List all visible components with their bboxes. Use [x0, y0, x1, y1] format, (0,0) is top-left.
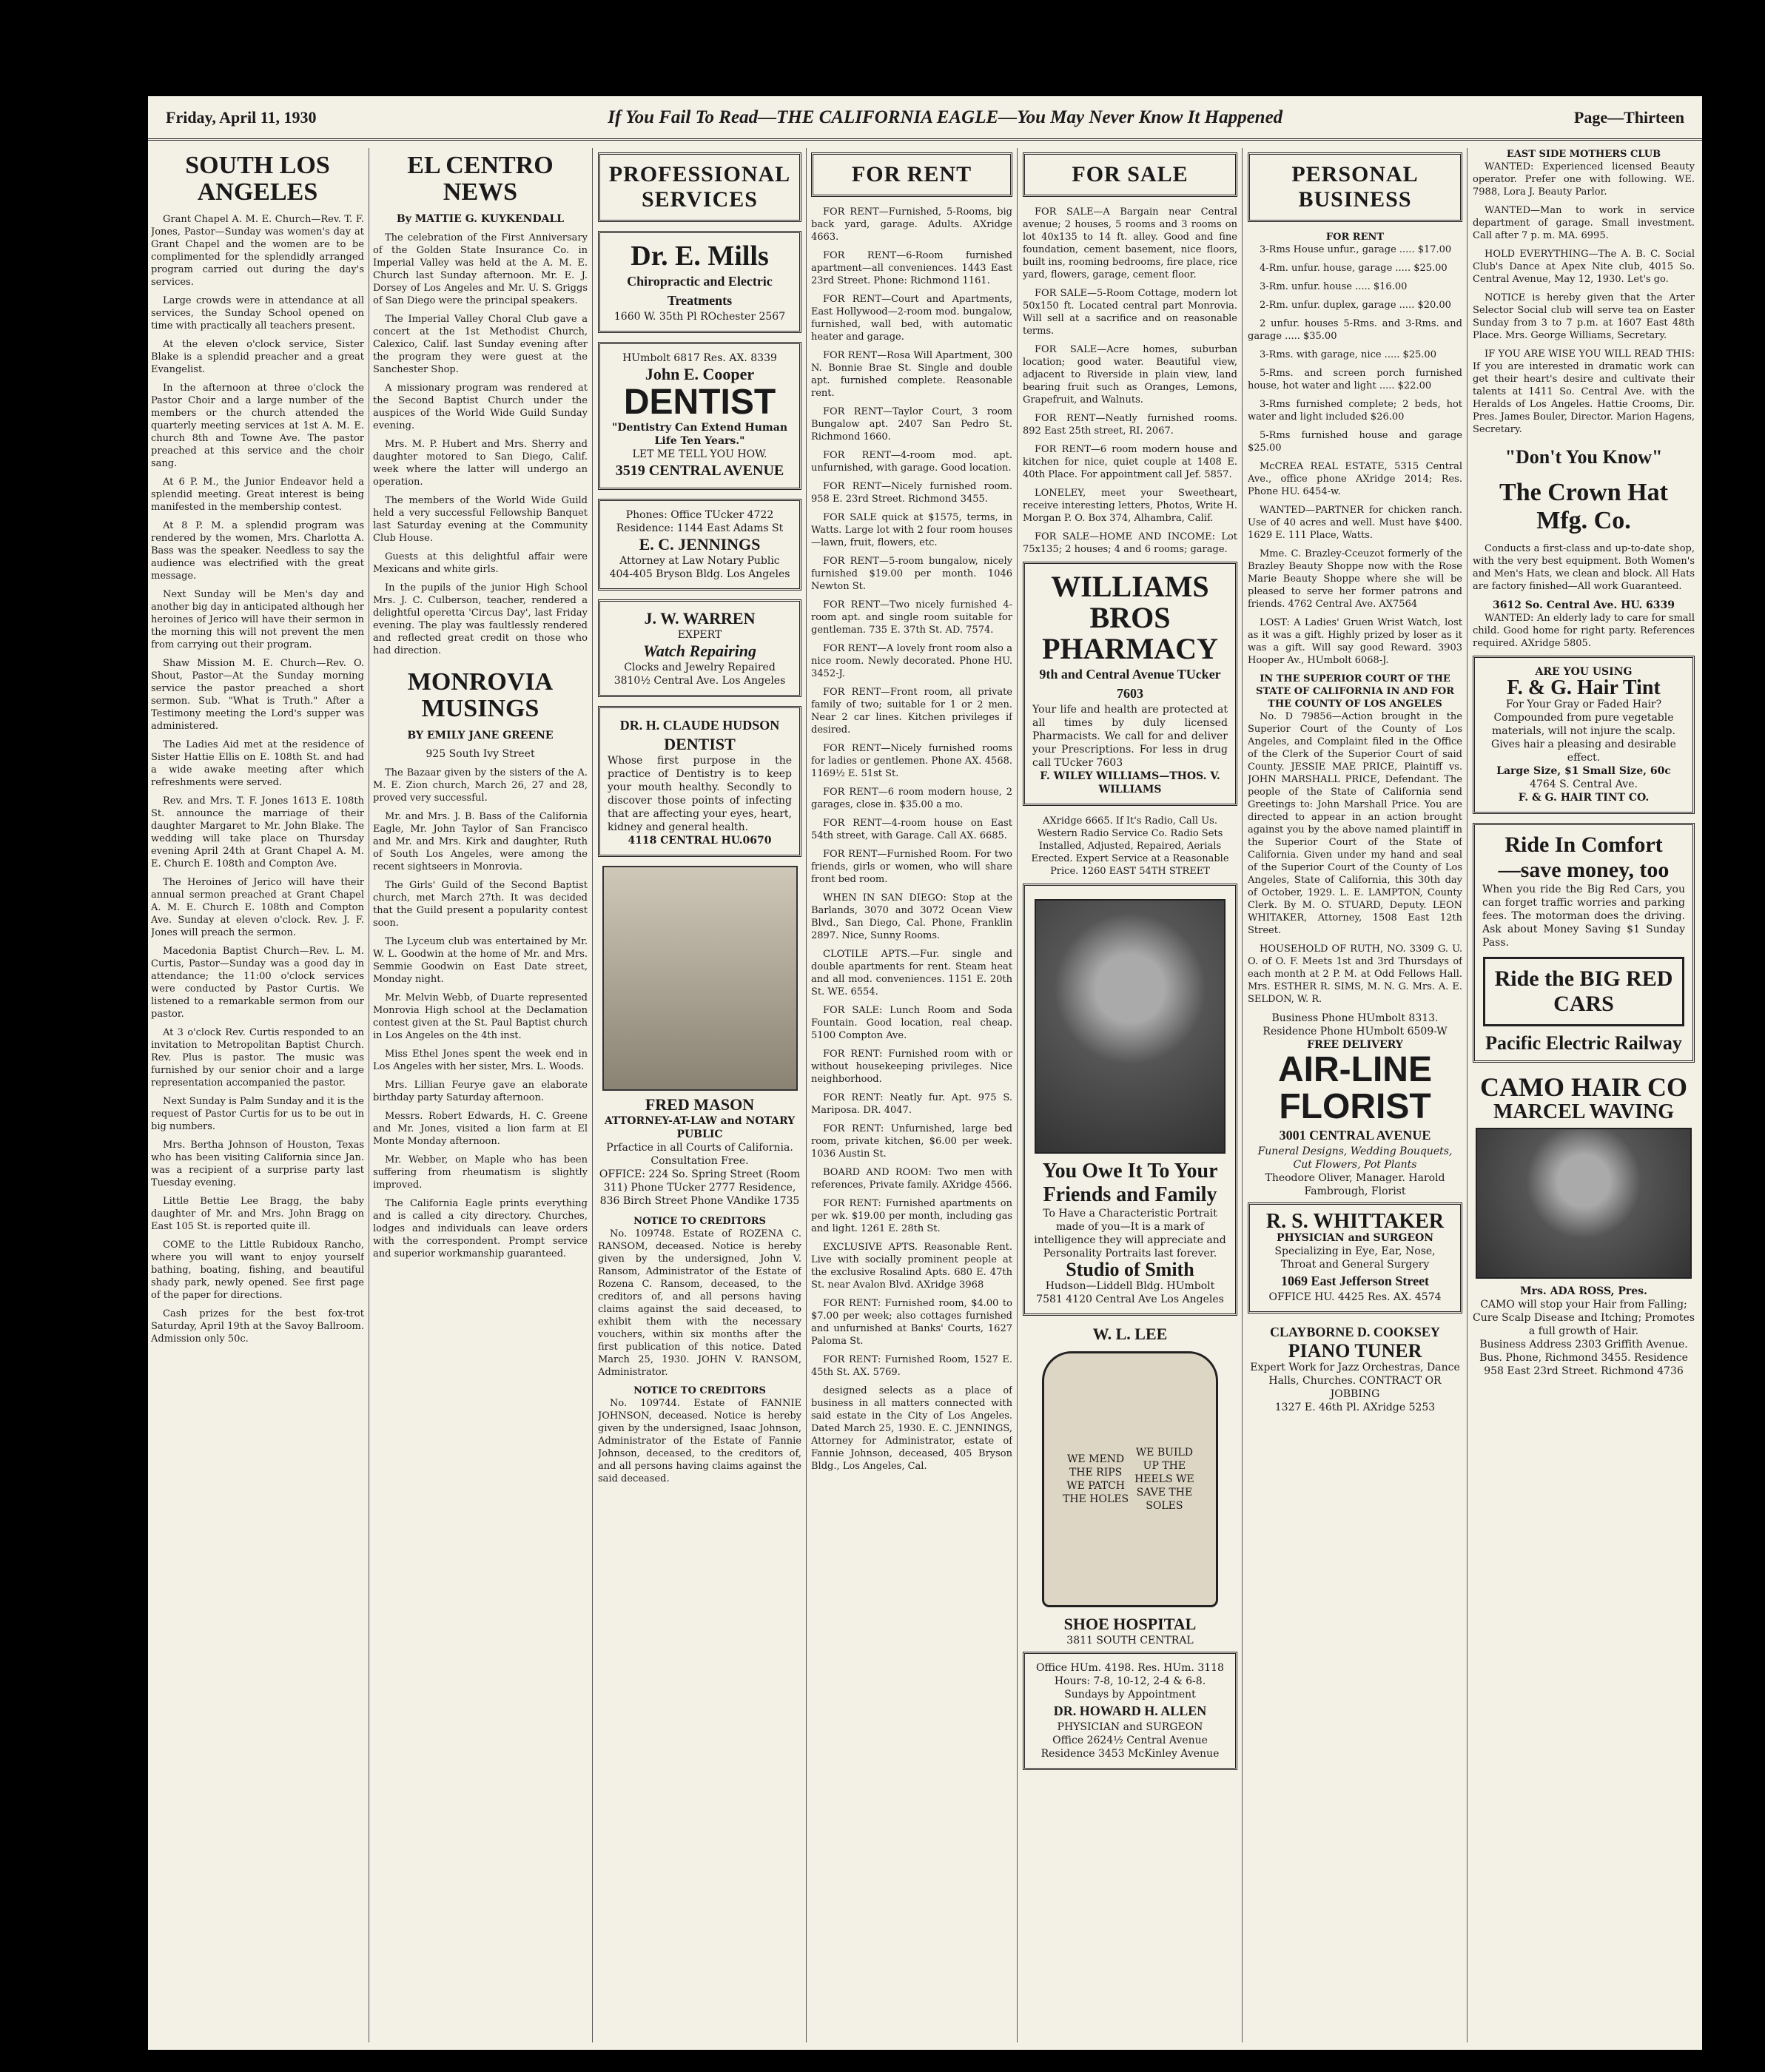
box-title: PERSONAL BUSINESS [1291, 162, 1419, 212]
classified-ad: Mme. C. Brazley-Cceuzot formerly of the Brazley Beauty Shoppe now with the Rose Marie Beauty Shoppe where she will be pleased to serve her former patrons and friends. 4762 Central Ave. AX7564 [1248, 548, 1462, 610]
classified-ad: NOTICE is hereby given that the Arter Selector Social club will serve tea on Easter Sunday from 3 to 7 p.m. at 1607 East 48th Place. Mrs. George Williams, Secretary. [1473, 292, 1695, 341]
article-paragraph: At 8 P. M. a splendid program was rendered by the women, Mrs. Charlotta A. Bass was the speaker. Needless to say the audience was electrified with the great message. [151, 520, 364, 582]
article-paragraph: A missionary program was rendered at the Second Baptist Church under the auspices of the World Wide Guild Sunday evening. [373, 383, 588, 431]
column-for-rent [811, 148, 1012, 2042]
for-sale-box [1023, 152, 1237, 197]
article-paragraph: In the afternoon at three o'clock the Pastor Choir and a large number of the members or the church attended the quarterly meeting services at 1st A. M. E. church 8th and Towne Ave. The pastor preached at this service and the choir sang. [151, 383, 364, 469]
page-number: Page—Thirteen [1573, 107, 1684, 127]
box-title: FOR SALE [1072, 162, 1189, 186]
rent-row: 2 unfur. houses 5-Rms. and 3-Rms. and garage ..... $35.00 [1248, 318, 1462, 342]
rent-table [1248, 243, 1462, 454]
classified-ad: FOR RENT—Furnished, 5-Rooms, big back yard, garage. Adults. AXridge 4663. [811, 206, 1012, 243]
ad-jennings: Phones: Office TUcker 4722 Residence: 1144 East Adams St E. C. JENNINGS Attorney at Law Notary Public 404-405 Bryson Bldg. Los Angeles [598, 499, 801, 591]
ad-pacific-electric: Ride In Comfort —save money, too When you ride the Big Red Cars, you can forget traffic worries and parking fees. The motorman does the driving. Ask about Money Saving $1 Sunday Pass. Ride the BIG RED CARS Pacific Electric Railway [1473, 823, 1695, 1063]
article-paragraph: Miss Ethel Jones spent the week end in Los Angeles with her sister, Mrs. L. Woods. [373, 1049, 588, 1072]
classified-ad: FOR RENT: Neatly fur. Apt. 975 S. Mariposa. DR. 4047. [811, 1092, 1012, 1116]
article-paragraph: Mr. Webber, on Maple who has been suffering from rheumatism is slightly improved. [373, 1154, 588, 1191]
section-heading: MONROVIA MUSINGS [407, 668, 554, 722]
article-paragraph: The Lyceum club was entertained by Mr. W. L. Goodwin at the home of Mr. and Mrs. Semmie Goodwin on East Date street, Monday night. [373, 936, 588, 985]
article-paragraph: Shaw Mission M. E. Church—Rev. O. Shout, Pastor—At the Sunday morning service the pastor preached a short sermon. Sub. "What is Truth." After a Testimony meeting the Lord's supper was administered. [151, 658, 364, 732]
article-body [373, 232, 588, 657]
ad-whittaker: R. S. WHITTAKER PHYSICIAN and SURGEON Specializing in Eye, Ear, Nose, Throat and General Surgery 1069 East Jefferson Street OFFICE HU. 4425 Res. AX. 4574 [1248, 1202, 1462, 1314]
classified-ad: FOR RENT—Front room, all private family of two; suitable for 1 or 2 men. Near 2 car lines. Kitchen privileges if desired. [811, 687, 1012, 736]
article-paragraph: Rev. and Mrs. T. F. Jones 1613 E. 108th St. announce the marriage of their daughter Margaret to Mr. John Blake. The wedding will take place on Thursday evening April 24th at Grant Chapel A. M. E. Church E. 108th and Compton Ave. [151, 796, 364, 870]
byline-address: 925 South Ivy Street [426, 748, 535, 760]
ad-crown-hat: "Don't You Know" The Crown Hat Mfg. Co. Conducts a first-class and up-to-date shop, with the very best equipment. Both Women's and Men's Hats, we clean and block. All Hats are factory finished—All work Guaranteed. 3612 So. Central Ave. HU. 6339 [1473, 446, 1695, 611]
article-paragraph: The Heroines of Jerico will have their annual sermon preached at Grant Chapel A. M. E. Church E. 108th and Compton Ave. Sunday at eleven o'clock. Rev. J. F. Jones will preach the sermon. [151, 877, 364, 938]
lodge-notice: HOUSEHOLD OF RUTH, NO. 3309 G. U. O. of O. F. Meets 1st and 3rd Thursdays of each month at 2 P. M. at Odd Fellows Hall. Mrs. ESTHER R. SIMS, M. N. G. Mrs. A. E. SELDON, W. R. [1248, 944, 1462, 1005]
classified-ad: WANTED—Man to work in service department of garage. Small investment. Call after 7 p. m. MA. 6995. [1473, 205, 1695, 241]
classified-ad: FOR RENT—Taylor Court, 3 room Bungalow apt. 2407 San Pedro St. Richmond 1660. [811, 406, 1012, 443]
classified-ad: WANTED—PARTNER for chicken ranch. Use of 40 acres and well. Must have $400. 1629 E. 111 Place, Watts. [1248, 505, 1462, 541]
notice-title: NOTICE TO CREDITORS [633, 1385, 766, 1396]
paper-slogan: If You Fail To Read—THE CALIFORNIA EAGLE—You May Never Know It Happened [608, 107, 1283, 127]
rent-row: 2-Rm. unfur. duplex, garage ..... $20.00 [1260, 300, 1451, 311]
classified-ad: FOR RENT: Furnished Room, 1527 E. 45th St. AX. 5769. [811, 1354, 1012, 1378]
article-paragraph: COME to the Little Rubidoux Rancho, where you will want to enjoy yourself bathing, boating, fishing, and beautiful shady park, newly opened. See first page of the paper for directions. [151, 1240, 364, 1301]
legal-notice: designed selects as a place of business in all matters connected with said estate in the City of Los Angeles. Dated March 25, 1930. E. C. JENNINGS, Attorney for Administrator, estate of Fannie Johnson, deceased, 405 Bryson Bldg., Los Angeles, Cal. [811, 1385, 1012, 1472]
classified-ad: FOR RENT—Furnished Room. For two friends, girls or women, who will share front bed room. [811, 849, 1012, 885]
classified-ad: FOR RENT—6 room modern house and kitchen for nice, quiet couple at 1408 E. 40th Place. For appointment call Jef. 5857. [1023, 444, 1237, 480]
article-paragraph: Guests at this delightful affair were Mexicans and white girls. [373, 551, 588, 575]
club-title: EAST SIDE MOTHERS CLUB [1506, 149, 1661, 160]
classified-ad: FOR RENT: Furnished apartments on per wk. $19.00 per month, including gas and light. 1261 E. 28th St. [811, 1198, 1012, 1234]
classified-ad: FOR RENT: Furnished room with or without housekeeping privileges. Nice neighborhood. [811, 1049, 1012, 1085]
rent-row: 3-Rms House unfur., garage ..... $17.00 [1260, 244, 1452, 255]
ad-camo-hair: CAMO HAIR CO MARCEL WAVING Mrs. ADA ROSS, Pres. CAMO will stop your Hair from Falling; Cure Scalp Disease and Itching; Promotes a full growth of Hair. Business Address 2303 Griffith Avenue. Bus. Phone, Richmond 3455. Residence 958 East 23rd Street. Richmond 4736 [1473, 1072, 1695, 1377]
article-paragraph: Mrs. M. P. Hubert and Mrs. Sherry and daughter motored to San Diego, Calif. week where the latter will undergo an operation. [373, 439, 588, 488]
article-body [373, 767, 588, 1260]
column-professional [598, 148, 801, 2042]
article-paragraph: The Imperial Valley Choral Club gave a concert at the 1st Methodist Church, Calexico, Calif. last Sunday evening after the program they were guest at the Sanchester Shop. [373, 314, 588, 375]
legal-notice: No. 109748. Estate of ROZENA C. RANSOM, deceased. Notice is hereby given by the undersigned, John V. Ransom, Administrator of the Estate of Rozena C. Ransom, deceased, to the creditors of, and all persons having claims against the said deceased, to exhibit them with the necessary vouchers, within six months after the first publication of this notice. Dated March 25, 1930. JOHN V. RANSOM, Administrator. [598, 1228, 801, 1378]
professional-services-box [598, 152, 801, 222]
article-paragraph: Mr. and Mrs. J. B. Bass of the California Eagle, Mr. John Taylor of San Francisco and Mr. and Mrs. Kirk and daughter, Ruth of South Los Angeles, were among the recent sightseers in Monrovia. [373, 811, 588, 872]
article-paragraph: Cash prizes for the best fox-trot Saturday, April 19th at the Savoy Ballroom. Admission only 50c. [151, 1308, 364, 1345]
column-el-centro [373, 148, 588, 2042]
rent-row: 5-Rms. and screen porch furnished house, hot water and light ..... $22.00 [1248, 368, 1462, 391]
column-for-sale [1023, 148, 1237, 2042]
newspaper-page [148, 96, 1702, 2050]
court-title: IN THE SUPERIOR COURT OF THE STATE OF CALIFORNIA IN AND FOR THE COUNTY OF LOS ANGELES [1255, 673, 1455, 710]
column-rule [806, 148, 807, 2042]
classified-ad: FOR SALE: Lunch Room and Soda Fountain. Good location, real cheap. 5100 Compton Ave. [811, 1005, 1012, 1041]
ad-williams-pharmacy: WILLIAMS BROS PHARMACY 9th and Central Avenue TUcker 7603 Your life and health are protected at all times by duly licensed Pharmacists. We call for and deliver your Prescriptions. For less in drug call TUcker 7603 F. WILEY WILLIAMS—THOS. V. WILLIAMS [1023, 562, 1237, 806]
article-paragraph: At the eleven o'clock service, Sister Blake is a splendid preacher and a great Evangelist. [151, 339, 364, 375]
classified-ad: BOARD AND ROOM: Two men with references, Private family. AXridge 4566. [811, 1167, 1012, 1191]
notice-title: NOTICE TO CREDITORS [633, 1216, 766, 1227]
classified-ad: FOR RENT—Neatly furnished rooms. 892 East 25th street, RI. 2067. [1023, 413, 1237, 437]
classified-list [1473, 161, 1695, 436]
issue-date: Friday, April 11, 1930 [166, 107, 317, 127]
rent-title: FOR RENT [1325, 232, 1385, 243]
classified-ad: FOR SALE—Acre homes, suburban location; good water. Beautiful view, adjacent to Riverside in plain view, land bearing fruit such as Oranges, Lemons, Grapefruit, and Walnuts. [1023, 344, 1237, 406]
classified-ad: FOR RENT—Rosa Will Apartment, 300 N. Bonnie Brae St. Single and double apt. furnished complete. Reasonable rent. [811, 350, 1012, 399]
classified-ad: FOR RENT—6-Room furnished apartment—all conveniences. 1443 East 23rd Street. Phone: Richmond 1161. [811, 250, 1012, 286]
ad-mills: Dr. E. Mills Chiropractic and Electric Treatments 1660 W. 35th Pl ROchester 2567 [598, 231, 801, 333]
article-paragraph: The Girls' Guild of the Second Baptist church, met March 27th. It was decided that the Guild present a popularity contest soon. [373, 880, 588, 929]
section-heading: SOUTH LOS ANGELES [185, 152, 330, 206]
rent-row: 3-Rms. with garage, nice ..... $25.00 [1260, 349, 1436, 360]
masthead [148, 96, 1702, 141]
article-paragraph: At 6 P. M., the Junior Endeavor held a splendid meeting. Great interest is being manifested in the membership contest. [151, 477, 364, 513]
classified-ad: McCREA REAL ESTATE, 5315 Central Ave., office phone AXridge 2014; Res. Phone HU. 6454-w. [1248, 461, 1462, 497]
article-paragraph: The California Eagle prints everything and is called a city directory. Churches, lodges and individuals can leave orders with the correspondent. Prompt service and superior workmanship guaranteed. [373, 1198, 588, 1259]
ad-airline-florist: Business Phone HUmbolt 8313. Residence Phone HUmbolt 6509-W FREE DELIVERY AIR-LINE FLORIST 3001 CENTRAL AVENUE Funeral Designs, Wedding Bouquets, Cut Flowers, Pot Plants Theodore Oliver, Manager. Harold Fambrough, Florist [1257, 1012, 1453, 1197]
classified-ad: WHEN IN SAN DIEGO: Stop at the Barlands, 3070 and 3072 Ocean View Blvd., San Diego, Cal. Phone, Franklin 2897. Nice, Sunny Rooms. [811, 892, 1012, 941]
article-paragraph: Mrs. Lillian Feurye gave an elaborate birthday party Saturday afternoon. [373, 1080, 588, 1103]
article-paragraph: The celebration of the First Anniversary of the Golden State Insurance Co. in Imperial Valley was held at the A. M. E. Church last Sunday afternoon. Mr. E. J. Dorsey of Los Angeles and Mr. U. S. Griggs of San Diego were the principal speakers. [373, 232, 588, 306]
ad-allen: Office HUm. 4198. Res. HUm. 3118 Hours: 7-8, 10-12, 2-4 & 6-8. Sundays by Appointment DR. HOWARD H. ALLEN PHYSICIAN and SURGEON Office 2624½ Central Avenue Residence 3453 McKinley Avenue [1023, 1652, 1237, 1770]
legal-notice: No. D 79856—Action brought in the Superior Court of the County of Los Angeles, and Complaint filed in the Office of the Clerk of the Superior Court of said County. JESSIE MAE PRICE, Plaintiff vs. JOHN MARSHALL PRICE, Defendant. The people of the State of California send Greetings to: John Marshall Price. You are directed to appear in an action brought against you by the above named plaintiff in the Superior Court of the State of California. Given under my hand and seal of the Superior Court of the County of Los Angeles, State of California, this 30th day of October, 1929. L. E. LAMPTON, County Clerk. By M. O. STUARD, Deputy. LEON WHITAKER, Attorney, 1508 East 12th Street. [1248, 711, 1462, 936]
portrait-image [1476, 1128, 1692, 1279]
classified-ad: FOR RENT—A lovely front room also a nice room. Newly decorated. Phone HU. 3452-J. [811, 643, 1012, 679]
classified-ad: FOR SALE—A Bargain near Central avenue; 2 houses, 5 rooms and 3 rooms on lot 40x135 to 14 ft. alley. Good and fine foundation, cement basement, nice floors, built ins, rooming bedrooms, fire place, rice yard, flowers, garage, cement floor. [1023, 206, 1237, 280]
ad-hudson: DR. H. CLAUDE HUDSON DENTIST Whose first purpose in the practice of Dentistry is to keep your mouth healthy. Secondly to discover those points of infecting that are affecting your eyes, heart, kidney and general health. 4118 CENTRAL HU.0670 [598, 706, 801, 857]
classified-ad: IF YOU ARE WISE YOU WILL READ THIS: If you are interested in dramatic work can get their heart's desire and cultivate their talents at 1411 So. Central Ave. with the Heralds of Los Angeles. Hattie Crooms, Dir. Pres. James Bouler, Director. Marion Hagens, Secretary. [1473, 349, 1695, 435]
classified-ad: WANTED: Experienced licensed Beauty operator. Prefer one with following. WE. 7988, Lora J. Beauty Parlor. [1473, 161, 1695, 198]
classified-ad: FOR RENT—Court and Apartments, East Hollywood—2-room mod. bungalow, furnished, wall bed, with automatic heater and garage. [811, 294, 1012, 343]
column-south-la [151, 148, 364, 2042]
classified-ad: FOR RENT—Two nicely furnished 4-room apt. and single room suitable for gentleman. 735 E. 37th St. AD. 7574. [811, 599, 1012, 636]
byline: BY EMILY JANE GREENE [407, 730, 554, 741]
article-paragraph: Large crowds were in attendance at all services, the Sunday School opened on time with practically all teachers present. [151, 295, 364, 332]
ad-studio-smith: You Owe It To Your Friends and Family To Have a Characteristic Portrait made of you—It is a mark of intelligence they will appreciate and Personality Portraits last forever. Studio of Smith Hudson—Liddell Bldg. HUmbolt 7581 4120 Central Ave Los Angeles [1023, 884, 1237, 1316]
article-paragraph: Little Bettie Lee Bragg, the baby daughter of Mr. and Mrs. John Bragg on East 105 St. is reported quite ill. [151, 1196, 364, 1232]
ad-mason: FRED MASON ATTORNEY-AT-LAW and NOTARY PUBLIC Prfactice in all Courts of California. Consultation Free. OFFICE: 224 So. Spring Street (Room 311) Phone TUcker 2777 Residence, 836 Birch Street Phone VAndike 1735 [598, 866, 801, 1208]
article-paragraph: The members of the World Wide Guild held a very successful Fellowship Banquet last Saturday evening at the Community Club House. [373, 495, 588, 544]
rent-row: 3-Rms furnished complete; 2 beds, hot water and light included $26.00 [1248, 399, 1462, 423]
ad-shoe-hospital: W. L. LEE WE MEND THE RIPS WE PATCH THE HOLES WE BUILD UP THE HEELS WE SAVE THE SOLES SHOE HOSPITAL 3811 SOUTH CENTRAL [1023, 1325, 1237, 1647]
classified-ad: FOR RENT: Unfurnished, large bed room, private kitchen, $6.00 per week. 1036 Austin St. [811, 1123, 1012, 1160]
classified-ad: FOR RENT—5-room bungalow, nicely furnished $19.00 per month. 1046 Newton St. [811, 556, 1012, 592]
classified-ad: WANTED: An elderly lady to care for small child. Good home for right party. References required. AXridge 5805. [1473, 613, 1695, 649]
classified-ad: LONELEY, meet your Sweetheart, receive interesting letters, Photos, Write H. Morgan P. O. Box 374, Alhambra, Calif. [1023, 488, 1237, 524]
article-paragraph: The Bazaar given by the sisters of the A. M. E. Zion church, March 26, 27 and 28, proved very successful. [373, 767, 588, 804]
classified-ad: FOR SALE—5-Room Cottage, modern lot 50x150 ft. Located central part Monrovia. Will sell at a sacrifice and on reasonable terms. [1023, 288, 1237, 337]
ad-hair-tint: ARE YOU USING F. & G. Hair Tint For Your Gray or Faded Hair? Compounded from pure vegetable materials, will not injure the scalp. Gives hair a pleasing and desirable effect. Large Size, $1 Small Size, 60c 4764 S. Central Ave. F. & G. HAIR TINT CO. [1473, 656, 1695, 814]
column-personal-business [1248, 148, 1462, 2042]
classified-ad: FOR RENT—4-room house on East 54th street, with Garage. Call AX. 6685. [811, 818, 1012, 841]
column-rule [592, 148, 593, 2042]
classified-ad: FOR SALE—HOME AND INCOME: Lot 75x135; 2 houses; 4 and 6 rooms; garage. [1023, 531, 1237, 555]
ad-cooper: HUmbolt 6817 Res. AX. 8339 John E. Cooper DENTIST "Dentistry Can Extend Human Life Ten Years." LET ME TELL YOU HOW. 3519 CENTRAL AVENUE [598, 342, 801, 490]
rent-row: 5-Rms furnished house and garage $25.00 [1248, 430, 1462, 454]
for-rent-box [811, 152, 1012, 197]
article-paragraph: Messrs. Robert Edwards, H. C. Greene and Mr. Jones, visited a lion farm at El Monte Monday afternoon. [373, 1111, 588, 1147]
ad-radio: AXridge 6665. If It's Radio, Call Us. Western Radio Service Co. Radio Sets Installed, Adjusted, Repaired, Aerials Erected. Expert Service at a Reasonable Price. 1260 EAST 54TH STREET [1031, 815, 1229, 877]
classified-ad: FOR RENT—6 room modern house, 2 garages, close in. $35.00 a mo. [811, 787, 1012, 810]
classified-list [811, 206, 1012, 1379]
classified-ad: FOR SALE quick at $1575, terms, in Watts. Large lot with 2 four room houses—lawn, fruit, flowers, etc. [811, 512, 1012, 548]
classified-ad: CLOTILE APTS.—Fur. single and double apartments for rent. Steam heat and all mod. conveniences. 1151 E. 20th St. WE. 6554. [811, 949, 1012, 998]
ad-warren: J. W. WARREN EXPERT Watch Repairing Clocks and Jewelry Repaired 3810½ Central Ave. Los Angeles [598, 599, 801, 697]
portrait-image [1035, 899, 1225, 1154]
column-rule [1242, 148, 1243, 2042]
legal-notice: No. 109744. Estate of FANNIE JOHNSON, deceased. Notice is hereby given by the undersigned, Isaac Johnson, Administrator of the Estate of Fannie Johnson, deceased, to the creditors of, and all persons having claims against the said deceased. [598, 1398, 801, 1484]
article-body [151, 213, 364, 1345]
column-rule [1467, 148, 1468, 2042]
classified-list [1023, 206, 1237, 556]
ad-cooksey: CLAYBORNE D. COOKSEY PIANO TUNER Expert Work for Jazz Orchestras, Dance Halls, Churches. CONTRACT OR JOBBING 1327 E. 46th Pl. AXridge 5253 [1250, 1325, 1460, 1413]
classified-ad: EXCLUSIVE APTS. Reasonable Rent. Live with socially prominent people at the exclusive Rosalind Apts. 680 E. 47th St. near Avalon Blvd. AXridge 3968 [811, 1242, 1012, 1291]
byline: By MATTIE G. KUYKENDALL [396, 213, 565, 225]
shoe-icon: WE MEND THE RIPS WE PATCH THE HOLES WE BUILD UP THE HEELS WE SAVE THE SOLES [1042, 1351, 1218, 1607]
classified-ad: FOR RENT: Furnished room, $4.00 to $7.00 per week; also cottages furnished and unfurnished at Banks' Courts, 1627 Paloma St. [811, 1298, 1012, 1347]
article-paragraph: Mrs. Bertha Johnson of Houston, Texas who has been visiting California since Jan. was a recipient of a surprise party last Tuesday evening. [151, 1140, 364, 1188]
red-car-badge: Ride the BIG RED CARS [1483, 957, 1685, 1026]
section-heading: EL CENTRO NEWS [407, 152, 554, 206]
article-paragraph: Grant Chapel A. M. E. Church—Rev. T. F. Jones, Pastor—Sunday was women's day at Grant Chapel and the women are to be complimented for the splendidly arranged program carried out during the day's services. [151, 214, 364, 288]
article-paragraph: Next Sunday will be Men's day and another big day in anticipated although her heroines of Jerico will have their sermon in the morning this will not prevent the men from carrying out their program. [151, 589, 364, 650]
rent-row: 3-Rm. unfur. house ..... $16.00 [1260, 281, 1408, 292]
box-title: PROFESSIONAL SERVICES [608, 162, 791, 212]
rent-row: 4-Rm. unfur. house, garage ..... $25.00 [1260, 263, 1448, 274]
article-paragraph: Mr. Melvin Webb, of Duarte represented Monrovia High school at the Declamation contest given at the St. Paul Baptist church in Los Angeles on the 4th inst. [373, 992, 588, 1041]
classified-ad: HOLD EVERYTHING—The A. B. C. Social Club's Dance at Apex Nite club, 4015 So. Central Avenue, May 12, 1930. Let's go. [1473, 249, 1695, 285]
classified-ad: FOR RENT—4-room mod. apt. unfurnished, with garage. Good location. [811, 450, 1012, 474]
personal-business-box [1248, 152, 1462, 222]
column-classified-misc [1473, 148, 1695, 2042]
box-title: FOR RENT [851, 162, 972, 186]
article-paragraph: In the pupils of the junior High School Mrs. J. C. Culberson, teacher, rendered a delightful operetta 'Circus Day', last Friday evening. The play was faultlessly rendered and reflected great credit on those who had direction. [373, 582, 588, 656]
article-paragraph: Macedonia Baptist Church—Rev. L. M. Curtis, Pastor—Sunday was a good day in attendance; the 11:00 o'clock services were conducted by Pastor Curtis. We listened to a remarkable sermon from our pastor. [151, 946, 364, 1020]
classified-ad: FOR RENT—Nicely furnished rooms for ladies or gentlemen. Phone AX. 4568. 1169½ E. 51st St. [811, 743, 1012, 779]
classified-ad: FOR RENT—Nicely furnished room. 958 E. 23rd Street. Richmond 3455. [811, 481, 1012, 505]
classified-ad: LOST: A Ladies' Gruen Wrist Watch, lost as it was a gift. Highly prized by loser as it was a gift. Will say good Reward. 3903 Hooper Av., HUmbolt 6068-J. [1248, 617, 1462, 666]
portrait-image [602, 866, 798, 1091]
column-rule [1017, 148, 1018, 2042]
article-paragraph: The Ladies Aid met at the residence of Sister Hattie Ellis on E. 108th St. and had a wide awake meeting after which refreshments were served. [151, 739, 364, 788]
article-paragraph: Next Sunday is Palm Sunday and it is the request of Pastor Curtis for us to be out in big numbers. [151, 1096, 364, 1132]
article-paragraph: At 3 o'clock Rev. Curtis responded to an invitation to Metropolitan Baptist Church. Rev. Plus is pastor. The music was furnished by our senior choir and a large representation accompanied the pastor. [151, 1027, 364, 1089]
